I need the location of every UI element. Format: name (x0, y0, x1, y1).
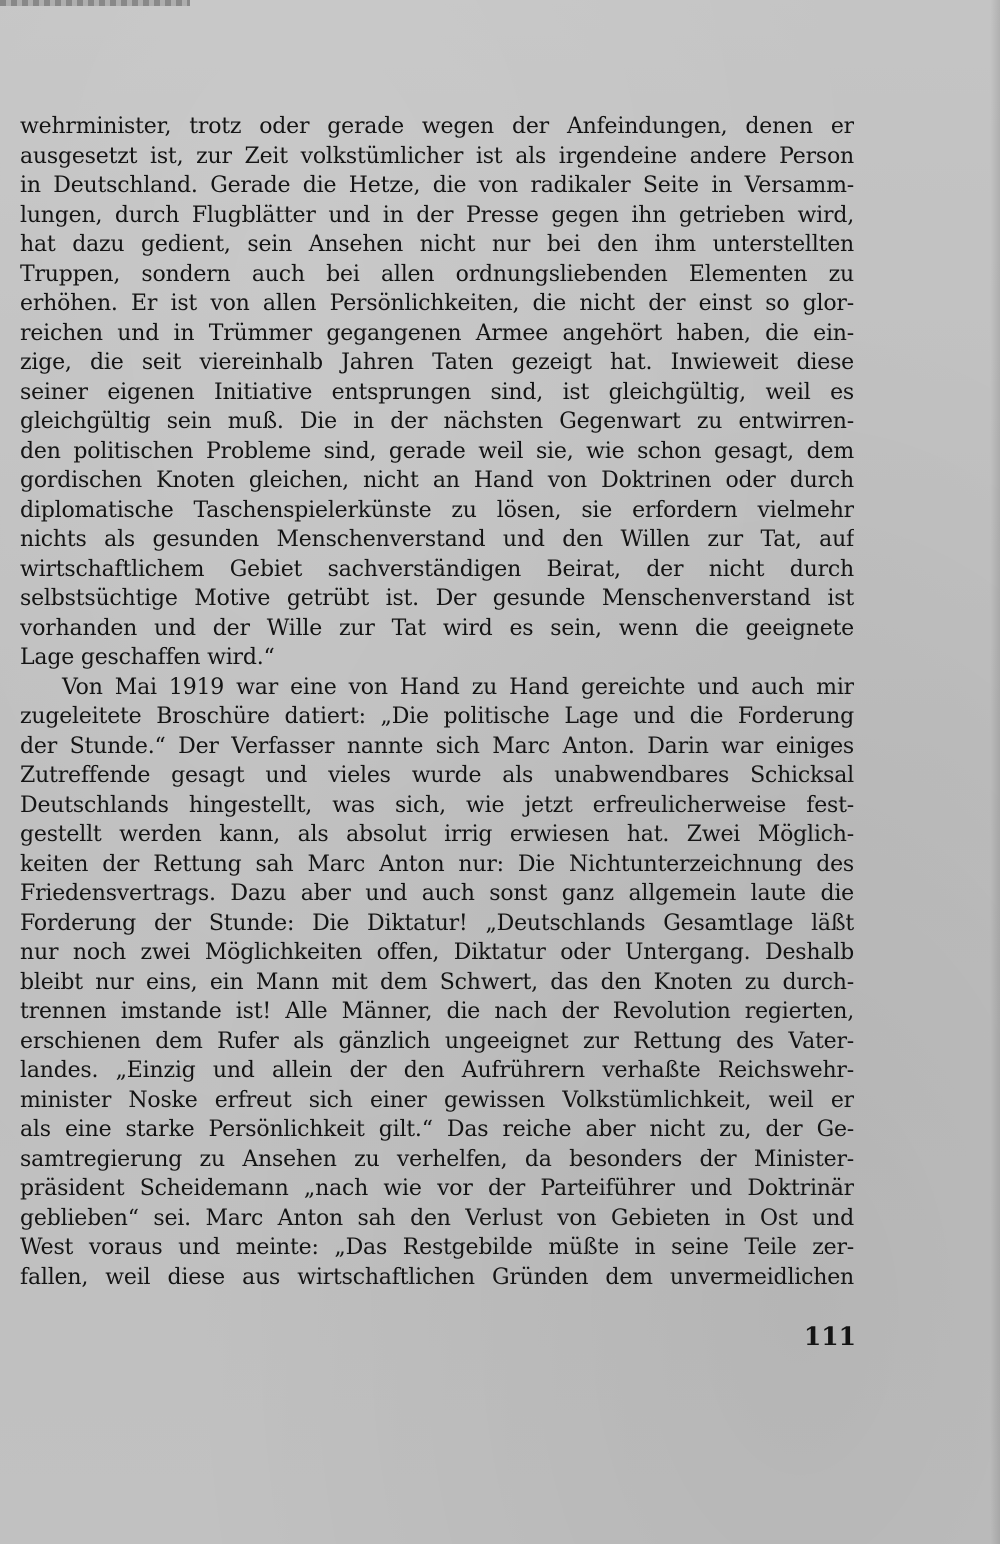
page-right-edge-shadow (990, 0, 1000, 1544)
text-line: erhöhen. Er ist von allen Persönlichkeiten, die nicht der einst so glor- (20, 291, 854, 316)
text-line: in Deutschland. Gerade die Hetze, die von radikaler Seite in Versamm- (20, 173, 854, 198)
text-line: zige, die seit viereinhalb Jahren Taten gezeigt hat. Inwieweit diese (20, 350, 854, 375)
text-line: Von Mai 1919 war eine von Hand zu Hand gereichte und auch mir (62, 674, 854, 700)
text-line: Truppen, sondern auch bei allen ordnungsliebenden Elementen zu (20, 261, 854, 287)
text-line: geblieben“ sei. Marc Anton sah den Verlust von Gebieten in Ost und (20, 1205, 854, 1231)
text-line: zugeleitete Broschüre datiert: „Die politische Lage und die Forderung (20, 704, 854, 729)
text-line: fallen, weil diese aus wirtschaftlichen Gründen dem unvermeidlichen (20, 1264, 854, 1290)
text-line: Deutschlands hingestellt, was sich, wie jetzt erfreulicherweise fest- (20, 792, 854, 818)
text-line: gleichgültig sein muß. Die in der nächsten Gegenwart zu entwirren- (20, 409, 854, 434)
text-line: seiner eigenen Initiative entsprungen sind, ist gleichgültig, weil es (20, 379, 854, 405)
text-line: reichen und in Trümmer gegangenen Armee angehört haben, die ein- (20, 320, 854, 346)
text-line: Forderung der Stunde: Die Diktatur! „Deutschlands Gesamtlage läßt (20, 910, 854, 936)
text-line: den politischen Probleme sind, gerade weil sie, wie schon gesagt, dem (20, 438, 854, 464)
text-line: samtregierung zu Ansehen zu verhelfen, da besonders der Minister- (20, 1146, 854, 1172)
text-line: West voraus und meinte: „Das Restgebilde müßte in seine Teile zer- (20, 1235, 854, 1260)
page-number: 111 (803, 1322, 856, 1351)
text-line: keiten der Rettung sah Marc Anton nur: Die Nichtunterzeichnung des (20, 851, 854, 877)
text-line: nichts als gesunden Menschenverstand und den Willen zur Tat, auf (20, 527, 854, 552)
text-line: trennen imstande ist! Alle Männer, die nach der Revolution regierten, (20, 999, 854, 1024)
text-line: minister Noske erfreut sich einer gewissen Volkstümlichkeit, weil er (20, 1087, 854, 1113)
text-line: lungen, durch Flugblätter und in der Presse gegen ihn getrieben wird, (20, 202, 854, 228)
text-line: Zutreffende gesagt und vieles wurde als unabwendbares Schicksal (20, 763, 854, 788)
text-line: der Stunde.“ Der Verfasser nannte sich Marc Anton. Darin war einiges (20, 733, 854, 759)
text-line: ausgesetzt ist, zur Zeit volkstümlicher ist als irgendeine andere Person (20, 143, 854, 169)
text-line: vorhanden und der Wille zur Tat wird es sein, wenn die geeignete (20, 615, 854, 641)
text-line: hat dazu gedient, sein Ansehen nicht nur bei den ihm unterstellten (20, 232, 854, 257)
text-line: erschienen dem Rufer als gänzlich ungeeignet zur Rettung des Vater- (20, 1028, 854, 1054)
text-line: diplomatische Taschenspielerkünste zu lösen, sie erfordern vielmehr (20, 497, 854, 523)
text-line: wehrminister, trotz oder gerade wegen der Anfeindungen, denen er (20, 114, 854, 139)
text-line: Friedensvertrags. Dazu aber und auch sonst ganz allgemein laute die (20, 881, 854, 906)
text-line: bleibt nur eins, ein Mann mit dem Schwert, das den Knoten zu durch- (20, 969, 854, 995)
text-line: wirtschaftlichem Gebiet sachverständigen Beirat, der nicht durch (20, 556, 854, 582)
text-line: als eine starke Persönlichkeit gilt.“ Das reiche aber nicht zu, der Ge- (20, 1117, 854, 1142)
text-line: selbstsüchtige Motive getrübt ist. Der gesunde Menschenverstand ist (20, 586, 854, 611)
body-text (20, 112, 854, 1292)
text-line: gestellt werden kann, als absolut irrig erwiesen hat. Zwei Möglich- (20, 822, 854, 847)
text-line: gordischen Knoten gleichen, nicht an Hand von Doktrinen oder durch (20, 468, 854, 493)
text-line: präsident Scheidemann „nach wie vor der Parteiführer und Doktrinär (20, 1176, 854, 1201)
page-top-edge-mark (0, 0, 190, 6)
text-line: landes. „Einzig und allein der den Aufrührern verhaßte Reichswehr- (20, 1058, 854, 1083)
text-line: Lage geschaffen wird.“ (20, 645, 275, 670)
text-line: nur noch zwei Möglichkeiten offen, Diktatur oder Untergang. Deshalb (20, 940, 854, 965)
